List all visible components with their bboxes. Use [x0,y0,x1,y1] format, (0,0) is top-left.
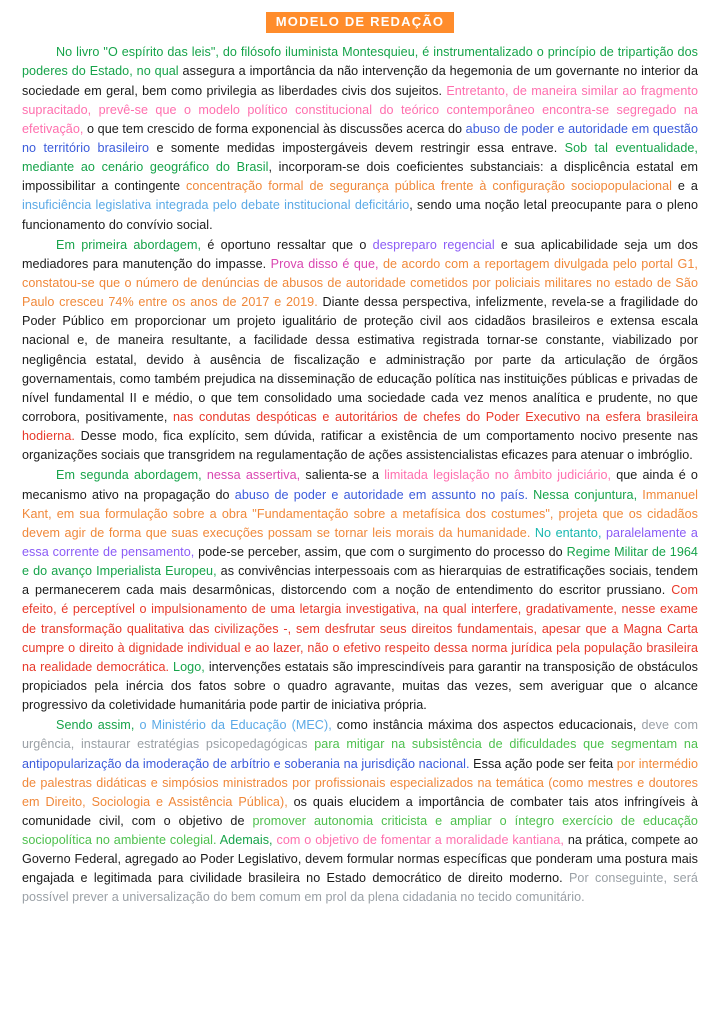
text-run: abuso de poder e autoridade em questão no território brasileiro [22,121,698,155]
text-run: por intermédio de palestras didáticas e simpósios ministrados por profissionais especializados na temática (como mestres e doutores em Direito, Sociologia e Assistência Pública), [22,756,698,809]
text-run: antipopularização da imoderação de arbítrio e soberania na jurisdição nacional. [22,756,470,771]
text-run: despreparo regencial [372,237,495,252]
text-run: o que tem crescido de forma exponencial às discussões acerca do [83,121,466,136]
text-run: Immanuel Kant, em sua formulação sobre a obra "Fundamentação sobre a metafísica dos costumes", projeta que os cidadãos devem agir de forma que suas execuções possam se tornar leis morais da humanidade. [22,487,698,540]
text-run: de acordo com a reportagem divulgada pelo portal G1, constatou-se que o número de denúncias de abusos de autoridade cometidos por policiais militares no estado de São Paulo cresceu 74% entre os anos de 2017 e 2019. [22,256,698,310]
title-container [22,12,698,33]
page-title: MODELO DE REDAÇÃO [266,12,454,33]
text-run: o Ministério da Educação (MEC), [134,718,332,733]
text-run: , incorporam-se dois coeficientes substanciais: a displicência estatal em impossibilitar a contingente [22,160,698,194]
text-run: nas condutas despóticas e autoritários de chefes do Poder Executivo na esfera brasileira hodierna. [22,409,698,444]
text-run: pode-se perceber, assim, que com o surgimento do processo do [194,544,567,559]
text-run: que ainda é o mecanismo ativo na propagação do [22,468,698,502]
text-run: e somente medidas impostergáveis devem restringir essa entrave. [149,141,558,155]
text-run: com o objetivo de fomentar a moralidade kantiana, [272,833,564,848]
text-run: No entanto, [530,525,602,540]
text-run: Em primeira abordagem, [56,237,202,252]
text-run: os quais elucidem a importância de combater tais atos infringíveis à comunidade civil, com o objetivo de [22,794,698,828]
text-run: assegura a importância da não intervenção da hegemonia de um governante no interior da sociedade em geral, bem como privilegia as liberdades civis dos sujeitos. [22,64,699,98]
text-run: Nessa conjuntura, [528,487,638,502]
text-run: paralelamente a essa corrente de pensamento, [22,525,698,559]
text-run: Com efeito, é perceptível o impulsionamento de uma letargia investigativa, na qual interfere, gradativamente, nesse exame de transformação qualitativa das civilizações -, sem desfrutar seus direitos fundamentais, apesar que a Magna Carta cumpre o direito à dignidade individual e ao lazer, não o efetivo respeito dessa norma jurídica pela população brasileira na realidade democrática. [22,583,698,674]
text-run: Sendo assim, [56,718,135,733]
text-run: Por conseguinte, será possível prever a universalização do bem comum em prol da plena cidadania no tecido comunitário. [22,871,698,905]
text-run: salienta-se a [300,468,385,483]
essay-paragraph [22,716,698,907]
text-run: Sob tal eventualidade, mediante ao cenário geográfico do Brasil [22,141,698,175]
text-run: promover autonomia criticista e ampliar o íntegro exercício de educação sociopolítica no ambiente colegial. [22,813,698,848]
text-run: Essa ação pode ser feita [469,756,617,771]
text-run: Desse modo, fica explícito, sem dúvida, ratificar a existência de um comportamento nocivo presente nas organizações sociais que transgridem na regulamentação de ações assistencialistas eficazes para atenuar o imbróglio. [22,429,698,463]
text-run: nessa assertiva, [201,468,301,483]
text-run: como instância máxima dos aspectos educacionais, [331,718,642,733]
essay-body [22,43,698,907]
text-run: , sendo uma noção letal preocupante para o pleno funcionamento do convívio social. [22,198,698,232]
essay-paragraph [22,43,698,234]
text-run: intervenções estatais são imprescindíveis para garantir na transposição de obstáculos propiciados pela inércia dos fatos sobre o quadro agravante, muitas das vezes, sem averiguar que o alcance progressivo da coletividade humanitária pode partir de iniciativa própria. [22,659,698,713]
text-run: deve com urgência, instaurar estratégias psicopedagógicas [22,718,698,752]
text-run: insuficiência legislativa integrada pelo debate institucional deficitário [22,198,410,213]
text-run: No livro "O espírito das leis", do filósofo iluminista Montesquieu, é instrumentalizado o princípio de tripartição dos poderes do Estado, no qual [22,45,698,79]
text-run: na prática, compete ao Governo Federal, agregado ao Poder Legislativo, devem formular normas específicas que ponderam uma postura mais engajada e legitimada para civilidade brasileira no Estado democrático de direito moderno. [22,833,698,886]
text-run: Em segunda abordagem, [56,468,202,483]
text-run: é oportuno ressaltar que o [201,237,373,252]
text-run: Logo, [169,659,205,674]
text-run: e sua aplicabilidade seja um dos mediadores para manutenção do impasse. [22,237,698,271]
text-run: e a [671,179,698,194]
text-run: Regime Militar de 1964 e do avanço Imperialista Europeu, [22,544,698,579]
text-run: para mitigar na subsistência de dificuldades que segmentam na [307,737,698,752]
essay-paragraph [22,466,698,715]
text-run: concentração formal de segurança pública frente à configuração sociopopulacional [186,179,672,194]
text-run: Entretanto, de maneira similar ao fragmento supracitado, prevê-se que o modelo político constitucional do teórico contemporâneo encontra-se segregado na efetivação, [22,83,698,136]
text-run: Ademais, [216,833,273,848]
text-run: Prova disso é que, [266,256,379,271]
essay-paragraph [22,236,698,466]
text-run: as convivências interpessoais com as hierarquias de estratificações sociais, tendem a permanecerem cada mais desarmônicas, distorcendo com a noção de entendimento do escritor prussiano. [22,564,698,598]
text-run: abuso de poder e autoridade em assunto no país. [234,487,528,502]
text-run: Diante dessa perspectiva, infelizmente, revela-se a fragilidade do Poder Público em proporcionar um projeto igualitário de proteção civil aos cidadãos brasileiros e extensa escala nacional e, de maneira resultante, a facilidade dessa estimativa registrada tornar-se constante, viabilizado por negligência estatal, devido à ausência de fiscalização e administração por parte da articulação de órgãos governamentais, como também prejudica na disseminação de educação política nas instituições públicas e privadas de nível fundamental II e médio, o que tem consolidado uma sociedade cada vez menos analítica e prudente, no que corrobora, positivamente, [22,295,698,424]
text-run: limitada legislação no âmbito judiciário, [384,468,612,483]
